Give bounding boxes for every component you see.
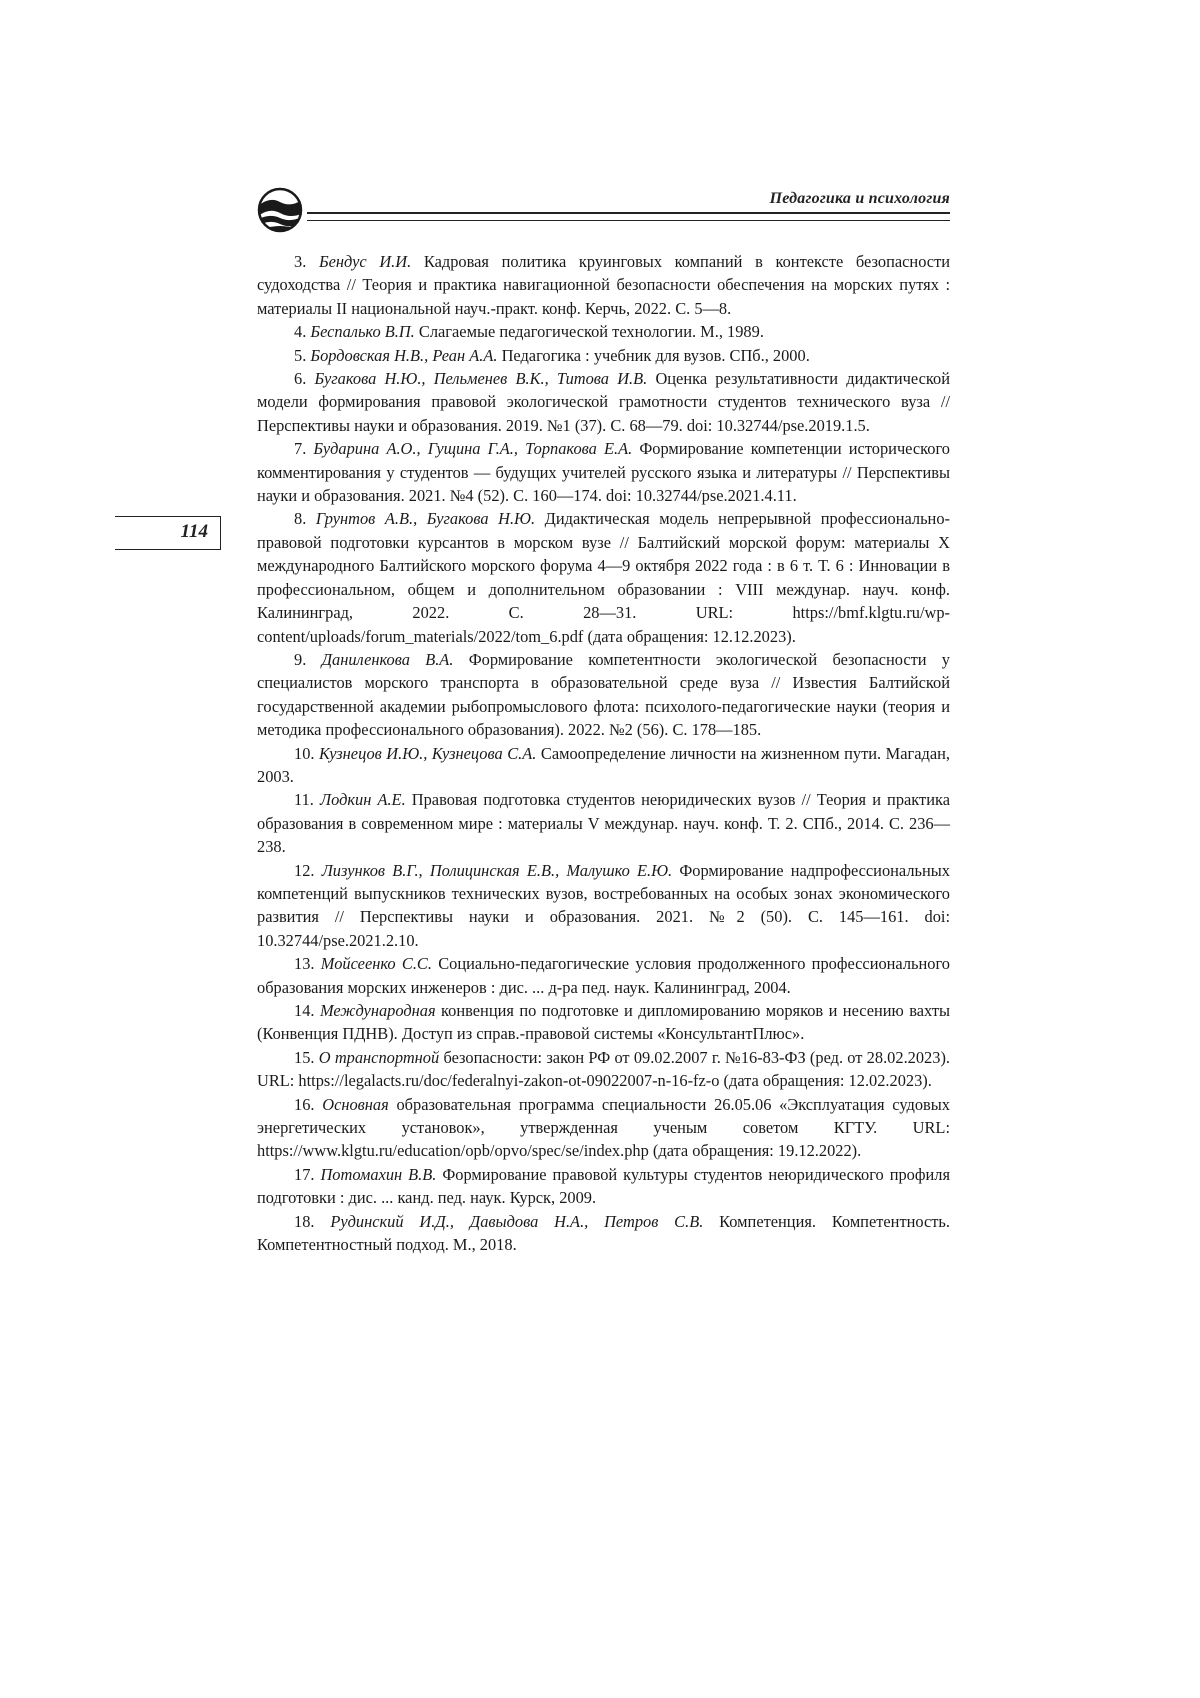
reference-item	[257, 507, 950, 647]
reference-item	[257, 367, 950, 437]
references-list	[257, 250, 950, 1256]
section-title: Педагогика и психология	[769, 190, 950, 207]
reference-authors: Кузнецов И.Ю., Кузнецова С.А.	[319, 743, 537, 763]
reference-text: безопасности: закон РФ от 09.02.2007 г. №16-83-ФЗ (ред. от 28.02.2023). URL: https://legalacts.ru/doc/federalnyi-zakon-ot-09022007-n-16-fz-o (дата обращения: 12.02.2023).	[257, 1047, 950, 1091]
reference-number: 18.	[294, 1211, 315, 1231]
reference-number: 9.	[294, 649, 307, 669]
reference-item	[257, 742, 950, 789]
reference-number: 15.	[294, 1047, 315, 1067]
reference-text: конвенция по подготовке и дипломированию моряков и несению вахты (Конвенция ПДНВ). Доступ из справ.-правовой системы «КонсультантПлюс».	[257, 1001, 950, 1044]
reference-authors: Грунтов А.В., Бугакова Н.Ю.	[315, 509, 536, 529]
reference-item	[257, 952, 950, 999]
reference-number: 14.	[294, 1001, 315, 1020]
reference-authors: Бугакова Н.Ю., Пельменев В.К., Титова И.В.	[314, 369, 648, 389]
reference-number: 4.	[294, 322, 307, 342]
journal-wave-logo-icon	[257, 187, 303, 233]
reference-item	[257, 250, 950, 320]
reference-text: Социально-педагогические условия продолженного профессионального образования морских инженеров : дис. ... д-ра пед. наук. Калининград, 2004.	[257, 954, 950, 997]
reference-number: 10.	[294, 743, 315, 763]
reference-text: Дидактическая модель непрерывной профессионально-правовой подготовки курсантов в морском вузе // Балтийский морской форум: материалы X международного Балтийского морского форума 4—9 октября 2022 года : в 6 т. Т. 6 : Инновации в профессиональном, общем и дополнительном образовании : VIII междунар. науч. конф. Калининград, 2022. С. 28—31. URL: https://bmf.klgtu.ru/wp-content/uploads/forum_materials/2022/tom_6.pdf (дата обращения: 12.12.2023).	[257, 509, 950, 646]
page-number: 114	[180, 521, 208, 542]
reference-text: Формирование правовой культуры студентов неюридического профиля подготовки : дис. ... канд. пед. наук. Курск, 2009.	[257, 1164, 950, 1208]
reference-authors: Беспалько В.П.	[310, 322, 415, 342]
reference-item	[257, 999, 950, 1046]
reference-item	[257, 1093, 950, 1163]
reference-text: Формирование компетентности экологической безопасности у специалистов морского транспорта в образовательной среде вуза // Известия Балтийской государственной академии рыбопромыслового флота: психолого-педагогические науки (теория и методика профессионального образования). 2022. №2 (56). С. 178—185.	[257, 649, 950, 740]
reference-authors: Лодкин А.Е.	[319, 790, 406, 810]
reference-number: 11.	[294, 790, 314, 810]
reference-text: Правовая подготовка студентов неюридических вузов // Теория и практика образования в современном мире : материалы V междунар. науч. конф. Т. 2. СПб., 2014. С. 236—238.	[257, 790, 950, 857]
reference-authors: Даниленкова В.А.	[321, 649, 454, 669]
reference-item	[257, 344, 950, 367]
reference-authors: Лизунков В.Г., Полицинская Е.В., Малушко Е.Ю.	[321, 860, 673, 880]
reference-text: Педагогика : учебник для вузов. СПб., 2000.	[501, 345, 810, 365]
reference-number: 8.	[294, 509, 307, 529]
reference-item	[257, 437, 950, 507]
reference-text: Формирование надпрофессиональных компетенций выпускников технических вузов, востребованных на особых зонах экономического развития // Перспективы науки и образования. 2021. №2 (50). С. 145—161. doi: 10.32744/pse.2021.2.10.	[257, 860, 950, 950]
reference-number: 7.	[294, 439, 307, 459]
reference-number: 6.	[294, 369, 307, 389]
reference-authors: Бендус И.И.	[318, 252, 412, 271]
reference-authors: Потомахин В.В.	[320, 1164, 437, 1184]
reference-authors: О транспортной	[318, 1047, 440, 1067]
reference-authors: Мойсеенко С.С.	[320, 954, 432, 974]
reference-text: Формирование компетенции исторического комментирования у студентов — будущих учителей русского языка и литературы // Перспективы науки и образования. 2021. №4 (52). С. 160—174. doi: 10.32744/pse.2021.4.11.	[257, 439, 950, 506]
reference-text: Оценка результативности дидактической модели формирования правовой экологической грамотности студентов технического вуза // Перспективы науки и образования. 2019. №1 (37). С. 68—79. doi: 10.32744/pse.2019.1.5.	[257, 369, 950, 435]
reference-authors: Бударина А.О., Гущина Г.А., Торпакова Е.А.	[313, 439, 633, 459]
reference-item	[257, 648, 950, 742]
reference-text: Кадровая политика круинговых компаний в контексте безопасности судоходства // Теория и практика навигационной безопасности обеспечения на морских путях : материалы II национальной науч.-практ. конф. Керчь, 2022. С. 5—8.	[257, 252, 951, 318]
reference-number: 13.	[294, 954, 315, 974]
reference-item	[257, 1046, 950, 1093]
reference-item	[257, 1210, 950, 1257]
reference-authors: Основная	[322, 1094, 389, 1114]
reference-authors: Международная	[319, 1001, 436, 1020]
reference-number: 12.	[294, 860, 315, 880]
reference-number: 17.	[294, 1164, 315, 1184]
reference-text: Самоопределение личности на жизненном пути. Магадан, 2003.	[257, 743, 950, 786]
reference-number: 5.	[294, 345, 307, 365]
reference-authors: Рудинский И.Д., Давыдова Н.А., Петров С.В.	[330, 1211, 704, 1231]
reference-number: 3.	[294, 252, 307, 271]
page-number-box	[115, 516, 221, 550]
page-header	[257, 187, 950, 235]
reference-text: Слагаемые педагогической технологии. М., 1989.	[418, 322, 764, 342]
reference-number: 16.	[294, 1094, 315, 1114]
reference-authors: Бордовская Н.В., Реан А.А.	[310, 345, 498, 365]
reference-item	[257, 859, 950, 953]
reference-text: образовательная программа специальности 26.05.06 «Эксплуатация судовых энергетических установок», утвержденная ученым советом КГТУ. URL: https://www.klgtu.ru/education/opb/opvo/spec/se/index.php (дата обращения: 19.12.2022).	[257, 1094, 950, 1161]
reference-text: Компетенция. Компетентность. Компетентностный подход. М., 2018.	[257, 1211, 950, 1255]
reference-item	[257, 788, 950, 858]
reference-item	[257, 320, 950, 343]
reference-item	[257, 1163, 950, 1210]
header-rule	[307, 212, 950, 221]
